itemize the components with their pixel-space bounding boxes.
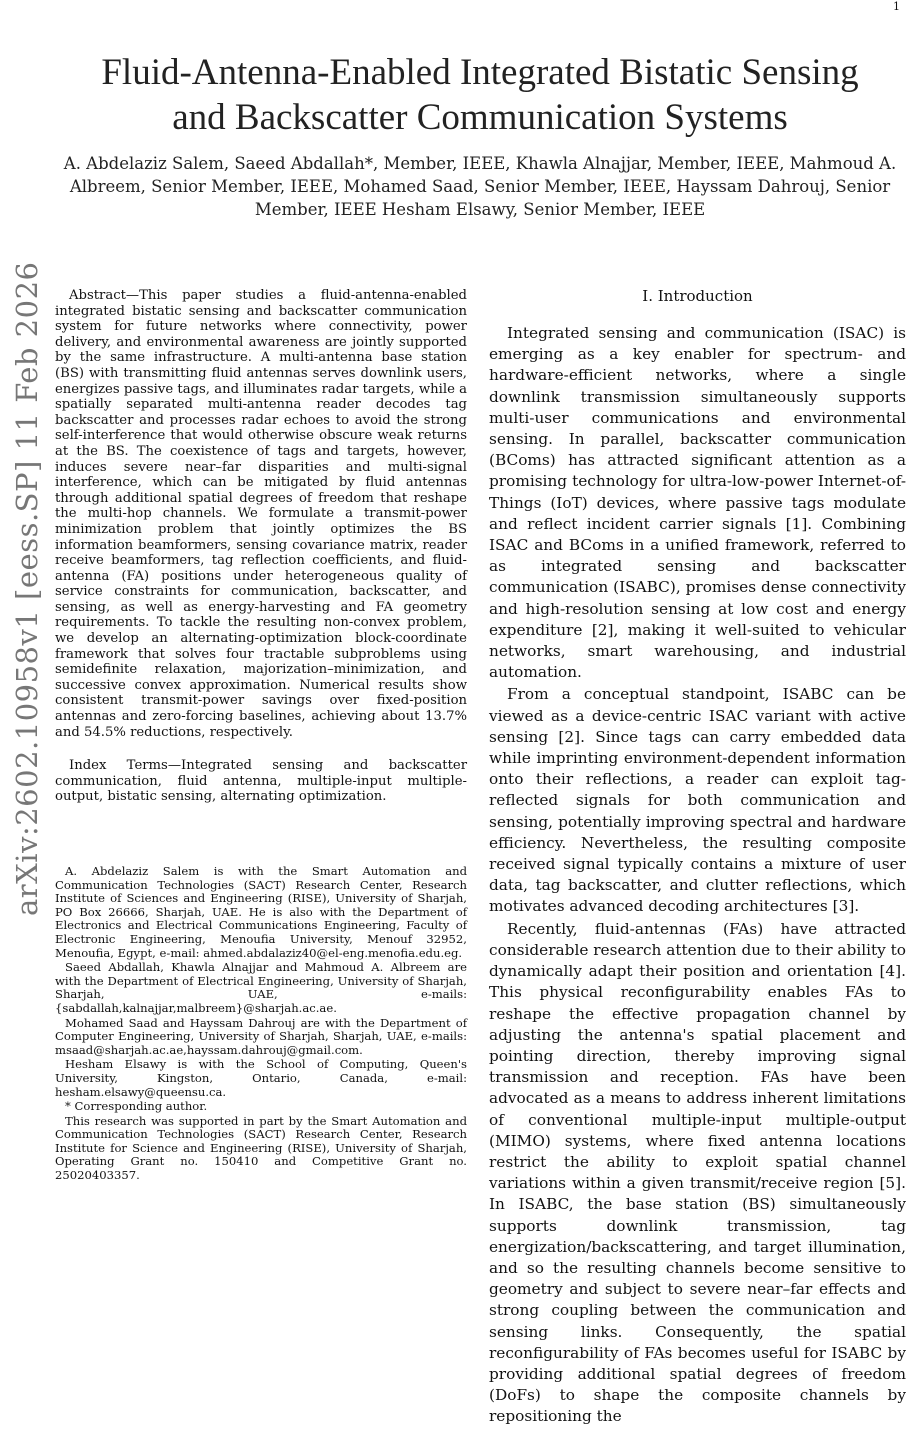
title-line: Fluid-Antenna-Enabled Integrated Bistatic Sensing: [101, 52, 859, 93]
section-heading: I. Introduction: [642, 287, 753, 305]
footnote: A. Abdelaziz Salem is with the Smart Automation and Communication Technologies (SACT) Research Center, Research Institute of Sciences and Engineering (RISE), University of Sharjah, PO Box 26666, Sharjah, UAE. He is also with the Department of Electronics and Electrical Communications Engineering, Faculty of Electronic Engineering, Menoufia University, Menouf 32952, Menoufia, Egypt, e-mail: ahmed.abdalaziz40@el-eng.menofia.edu.eg.: [55, 864, 467, 960]
left-column: [55, 288, 467, 1184]
footnote-corresponding: * Corresponding author.: [65, 1099, 208, 1114]
page-number: 1: [893, 0, 900, 13]
footnote: Saeed Abdallah, Khawla Alnajjar and Mahmoud A. Albreem are with the Department of Electrical Engineering, University of Sharjah, Sharjah, UAE, e-mails: {sabdallah,kalnajjar,malbreem}@sharjah.ac.ae.: [55, 960, 467, 1015]
footnote-funding: This research was supported in part by the Smart Automation and Communication Technologies (SACT) Research Center, Research Institute for Science and Engineering (RISE), University of Sharjah, Operating Grant no. 150410 and Competitive Grant no. 25020403357.: [55, 1113, 467, 1183]
footnote: Hesham Elsawy is with the School of Computing, Queen's University, Kingston, Ontario, Canada, e-mail: hesham.elsawy@queensu.ca.: [55, 1057, 467, 1099]
author-list: [55, 152, 905, 221]
author-line: A. Abdelaziz Salem, Saeed Abdallah*, Member, IEEE, Khawla Alnajjar, Member, IEEE, Mahmoud A.: [63, 154, 897, 173]
body-paragraph: From a conceptual standpoint, ISABC can be viewed as a device-centric ISAC variant with active sensing [2]. Since tags can carry embedded data while imprinting environment-dependent information onto their reflections, a reader can exploit tag-reflected signals for both communication and sensing, potentially improving spectral and hardware efficiency. Nevertheless, the resulting composite received signal typically contains a mixture of user data, tag backscatter, and clutter reflections, which motivates advanced decoding architectures [3].: [489, 685, 906, 916]
arxiv-identifier: arXiv:2602.10958v1 [eess.SP] 11 Feb 2026: [10, 261, 44, 916]
paper-title: [40, 50, 906, 140]
body-paragraph: Integrated sensing and communication (ISAC) is emerging as a key enabler for spectrum- and hardware-efficient networks, where a single downlink transmission simultaneously supports multi-user communications and environmental sensing. In parallel, backscatter communication (BComs) has attracted significant attention as a promising technology for ultra-low-power Internet-of-Things (IoT) devices, where passive tags modulate and reflect incident carrier signals [1]. Combining ISAC and BComs in a unified framework, referred to as integrated sensing and backscatter communication (ISABC), promises dense connectivity and high-resolution sensing at low cost and energy expenditure [2], making it well-suited to vehicular networks, smart warehousing, and industrial automation.: [489, 324, 906, 682]
right-column: [489, 286, 906, 1429]
footnote: Mohamed Saad and Hayssam Dahrouj are with the Department of Computer Engineering, University of Sharjah, Sharjah, UAE, e-mails: msaad@sharjah.ac.ae,hayssam.dahrouj@gmail.com.: [55, 1015, 467, 1057]
abstract: Abstract—This paper studies a fluid-antenna-enabled integrated bistatic sensing and backscatter communication system for future networks where connectivity, power delivery, and environmental awareness are jointly supported by the same infrastructure. A multi-antenna base station (BS) with transmitting fluid antennas serves downlink users, energizes passive tags, and illuminates radar targets, while a spatially separated multi-antenna reader decodes tag backscatter and processes radar echoes to avoid the strong self-interference that would otherwise obscure weak returns at the BS. The coexistence of tags and targets, however, induces severe near–far disparities and multi-signal interference, which can be mitigated by fluid antennas through additional spatial degrees of freedom that reshape the multi-hop channels. We formulate a transmit-power minimization problem that jointly optimizes the BS information beamformers, sensing covariance matrix, reader receive beamformers, tag reflection coefficients, and fluid-antenna (FA) positions under heterogeneous quality of service constraints for communication, backscatter, and sensing, as well as energy-harvesting and FA geometry requirements. To tackle the resulting non-convex problem, we develop an alternating-optimization block-coordinate framework that solves four tractable subproblems using semidefinite relaxation, majorization–minimization, and successive convex approximation. Numerical results show consistent transmit-power savings over fixed-position antennas and zero-forcing baselines, achieving about 13.7% and 54.5% reductions, respectively.: [55, 288, 467, 740]
index-terms: Index Terms—Integrated sensing and backscatter communication, fluid antenna, multiple-input multiple-output, bistatic sensing, alternating optimization.: [55, 758, 467, 805]
author-line: Member, IEEE Hesham Elsawy, Senior Member, IEEE: [254, 200, 706, 219]
body-paragraph: Recently, fluid-antennas (FAs) have attracted considerable research attention due to their ability to dynamically adapt their position and orientation [4]. This physical reconfigurability enables FAs to reshape the effective propagation channel by adjusting the antenna's spatial placement and pointing direction, thereby improving signal transmission and reception. FAs have been advocated as a means to address inherent limitations of conventional multiple-input multiple-output (MIMO) systems, where fixed antenna locations restrict the ability to exploit spatial channel variations within a given transmit/receive region [5]. In ISABC, the base station (BS) simultaneously supports downlink transmission, tag energization/backscattering, and target illumination, and so the resulting channels become sensitive to geometry and subject to severe near–far effects and strong coupling between the communication and sensing links. Consequently, the spatial reconfigurability of FAs becomes useful for ISABC by providing additional spatial degrees of freedom (DoFs) to shape the composite channels by repositioning the: [489, 919, 906, 1426]
title-line: and Backscatter Communication Systems: [172, 97, 788, 138]
footnotes: [55, 865, 467, 1183]
author-line: Albreem, Senior Member, IEEE, Mohamed Saad, Senior Member, IEEE, Hayssam Dahrouj, Senior: [69, 177, 891, 196]
